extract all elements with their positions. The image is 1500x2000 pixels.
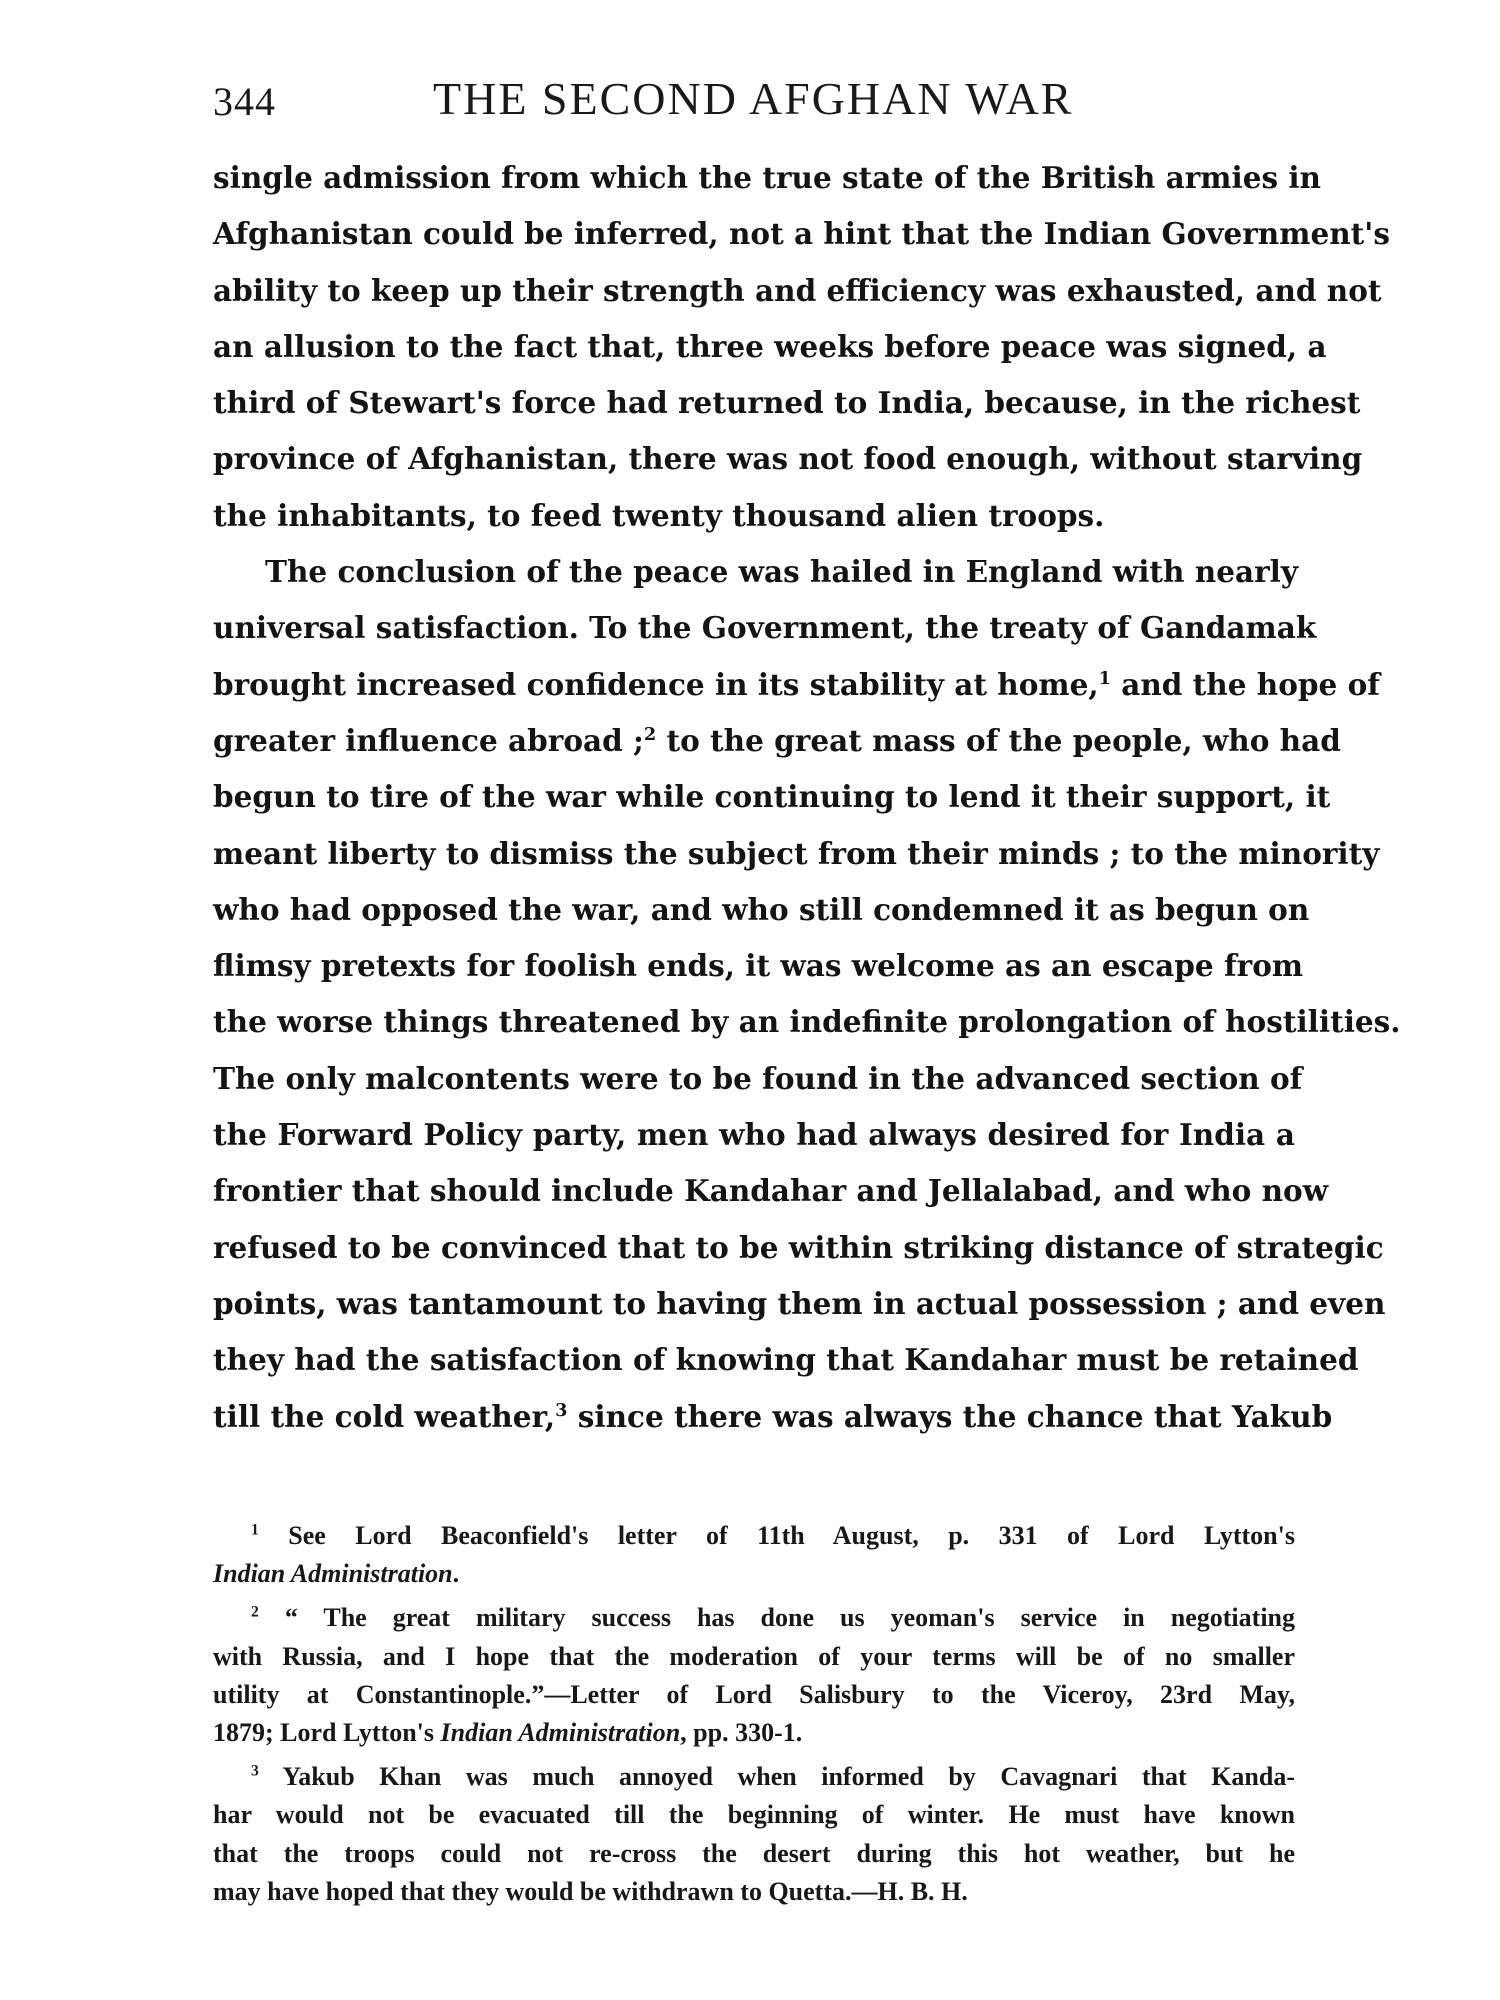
footnote-text: See Lord Beaconfield's letter of 11th August, p. 331 of Lord Lytton's: [288, 1521, 1295, 1550]
page-number: 344: [213, 79, 276, 124]
body-line: the inhabitants, to feed twenty thousand alien troops.: [213, 497, 1105, 533]
body-line: single admission from which the true state of the British armies in: [213, 160, 1321, 195]
body-line: ability to keep up their strength and efficiency was exhausted, and not: [213, 272, 1382, 308]
footnote-2-cont: [213, 1714, 1295, 1752]
footnote-2-cont: utility at Constantinople.”—Letter of Lord Salisbury to the Viceroy, 23rd May,: [213, 1679, 1295, 1709]
body-line: The only malcontents were to be found in the advanced section of: [213, 1060, 1303, 1096]
body-line-text: greater influence abroad ;: [213, 722, 644, 758]
body-line: the worse things threatened by an indefinite prolongation of hostilities.: [213, 1004, 1401, 1040]
body-line: flimsy pretexts for foolish ends, it was welcome as an escape from: [213, 948, 1304, 984]
body-line: they had the satisfaction of knowing that Kandahar must be retained: [213, 1342, 1359, 1378]
body-line-text: brought increased confidence in its stability at home,: [213, 666, 1099, 702]
running-title: THE SECOND AFGHAN WAR: [433, 73, 1074, 124]
footnote-ref-1: 1: [1098, 667, 1111, 689]
footnote-marker: 3: [251, 1762, 259, 1780]
body-line: points, was tantamount to having them in actual possession ; and even: [213, 1285, 1386, 1321]
body-line: universal satisfaction. To the Government, the treaty of Gandamak: [213, 610, 1317, 646]
footnote-1: [213, 1517, 1295, 1555]
footnote-marker: 2: [251, 1603, 259, 1621]
body-line: [213, 713, 1341, 769]
body-line: Afghanistan could be inferred, not a hint that the Indian Government's: [213, 216, 1390, 252]
body-line-text: to the great mass of the people, who had: [656, 722, 1341, 758]
footnote-text: , pp. 330-1.: [680, 1717, 803, 1747]
footnote-marker: 1: [251, 1521, 259, 1539]
footnote-3: [213, 1758, 1295, 1796]
body-line: who had opposed the war, and who still condemned it as begun on: [213, 891, 1310, 927]
body-line: meant liberty to dismiss the subject from their minds ; to the minority: [213, 835, 1380, 871]
footnote-text: .: [452, 1559, 460, 1589]
footnote-1-cont: [213, 1555, 1295, 1593]
footnote-text: 1879; Lord Lytton's: [213, 1717, 441, 1747]
body-line-text: till the cold weather,: [213, 1398, 556, 1434]
footnote-italic-title: Indian Administration: [440, 1717, 681, 1747]
body-line: third of Stewart's force had returned to India, because, in the richest: [213, 385, 1361, 421]
footnote-2: [213, 1599, 1295, 1637]
footnote-ref-2: 2: [643, 724, 657, 746]
footnote-text: Yakub Khan was much annoyed when informed by Cavagnari that Kanda-: [282, 1762, 1295, 1792]
body-line: the Forward Policy party, men who had always desired for India a: [213, 1117, 1295, 1153]
body-line: province of Afghanistan, there was not food enough, without starving: [213, 441, 1363, 477]
body-line-text: and the hope of: [1110, 666, 1380, 702]
body-line: [213, 1389, 1333, 1445]
body-line: begun to tire of the war while continuing to lend it their support, it: [213, 779, 1331, 815]
footnote-3-cont: that the troops could not re-cross the desert during this hot weather, but he: [213, 1838, 1295, 1868]
footnote-3-cont: may have hoped that they would be withdrawn to Quetta.—H. B. H.: [213, 1876, 968, 1906]
body-line: an allusion to the fact that, three weeks before peace was signed, a: [213, 328, 1327, 364]
running-head: [213, 72, 1303, 132]
body-text: [213, 150, 1401, 1445]
footnote-ref-3: 3: [555, 1399, 568, 1421]
footnote-italic-title: Indian Administration: [213, 1559, 453, 1589]
footnote-2-cont: with Russia, and I hope that the moderation of your terms will be of no smaller: [213, 1641, 1295, 1671]
body-line: refused to be convinced that to be within striking distance of strategic: [213, 1229, 1384, 1265]
footnote-3-cont: har would not be evacuated till the beginning of winter. He must have known: [213, 1800, 1295, 1830]
footnote-text: “ The great military success has done us yeoman's service in negotiating: [284, 1603, 1295, 1633]
footnotes: [213, 1517, 1295, 1911]
body-line: [213, 657, 1380, 713]
body-line-text: since there was always the chance that Yakub: [567, 1398, 1333, 1434]
body-line: frontier that should include Kandahar and Jellalabad, and who now: [213, 1173, 1329, 1209]
paragraph-start-line: The conclusion of the peace was hailed in England with nearly: [265, 554, 1298, 590]
